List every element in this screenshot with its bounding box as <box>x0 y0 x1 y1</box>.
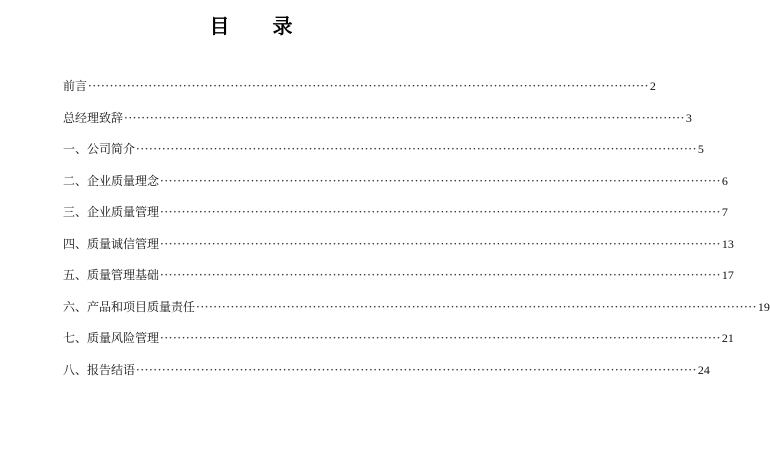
toc-entry-quality-philosophy[interactable] <box>63 170 728 202</box>
toc-page-number: 6 <box>721 173 728 188</box>
toc-leader-dots: ·································································································································· <box>88 79 649 93</box>
toc-entry-label: 八、报告结语 <box>63 362 136 377</box>
toc-entry-product-responsibility[interactable] <box>63 296 770 328</box>
toc-entry-label: 三、企业质量管理 <box>63 205 160 219</box>
toc-page-number: 13 <box>721 236 734 251</box>
toc-entry-conclusion[interactable] <box>63 359 710 391</box>
toc-page-number: 5 <box>697 142 704 156</box>
toc-entry-company-profile[interactable] <box>63 138 704 170</box>
toc-entry-risk-management[interactable] <box>63 327 734 359</box>
toc-list <box>63 75 770 390</box>
toc-leader-dots: ·································································································································· <box>160 205 721 219</box>
toc-page-number: 2 <box>649 79 656 93</box>
toc-page-number: 21 <box>721 331 734 345</box>
toc-leader-dots: ·································································································································· <box>160 173 721 188</box>
toc-entry-quality-integrity[interactable] <box>63 233 734 265</box>
toc-page-number: 24 <box>697 362 710 377</box>
toc-leader-dots: ·································································································································· <box>136 142 697 156</box>
toc-page-number: 3 <box>685 110 692 125</box>
toc-leader-dots: ·································································································································· <box>136 362 697 377</box>
toc-entry-label: 前言 <box>63 79 88 93</box>
toc-entry-quality-management[interactable] <box>63 201 728 233</box>
toc-leader-dots: ·································································································································· <box>160 236 721 251</box>
toc-entry-label: 二、企业质量理念 <box>63 173 160 188</box>
toc-page-number: 17 <box>721 268 734 282</box>
toc-title: 目 录 <box>209 14 311 38</box>
toc-entry-label: 一、公司简介 <box>63 142 136 156</box>
toc-entry-label: 四、质量诚信管理 <box>63 236 160 251</box>
toc-entry-gm-address[interactable] <box>63 107 692 139</box>
toc-entry-quality-foundation[interactable] <box>63 264 734 296</box>
toc-page-number: 19 <box>757 299 770 314</box>
toc-entry-label: 五、质量管理基础 <box>63 268 160 282</box>
toc-leader-dots: ·································································································································· <box>124 110 685 125</box>
toc-page-number: 7 <box>721 205 728 219</box>
toc-entry-label: 七、质量风险管理 <box>63 331 160 345</box>
toc-entry-label: 六、产品和项目质量责任 <box>63 299 196 314</box>
toc-leader-dots: ·································································································································· <box>160 268 721 282</box>
toc-leader-dots: ·································································································································· <box>160 331 721 345</box>
toc-entry-preface[interactable] <box>63 75 656 107</box>
toc-leader-dots: ·································································································································· <box>196 299 757 314</box>
toc-entry-label: 总经理致辞 <box>63 110 124 125</box>
